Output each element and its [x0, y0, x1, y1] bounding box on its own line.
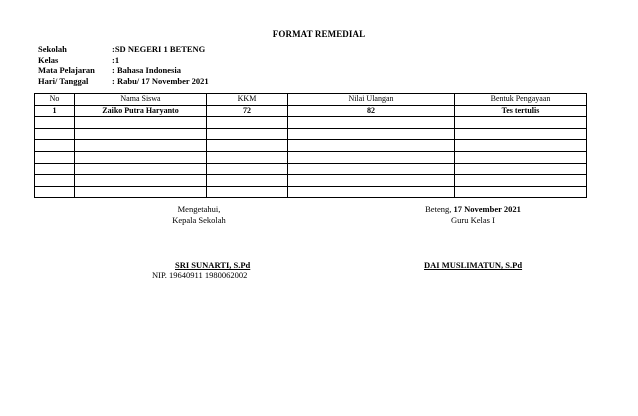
table-cell [35, 175, 75, 187]
info-value: :SD NEGERI 1 BETENG [112, 44, 206, 54]
sig-left-line1: Mengetahui, [177, 204, 221, 214]
header-bentuk-pengayaan: Bentuk Pengayaan [455, 94, 587, 106]
header-nama-siswa: Nama Siswa [75, 94, 207, 106]
document-title: FORMAT REMEDIAL [272, 29, 366, 39]
table-row [35, 140, 587, 152]
remedial-table [34, 93, 587, 198]
info-value: : Rabu/ 17 November 2021 [112, 75, 209, 86]
info-label: Hari/ Tanggal [38, 75, 89, 86]
table-body [35, 105, 587, 198]
table-cell: 1 [35, 105, 75, 117]
info-row-kelas [38, 55, 209, 66]
table-cell [35, 117, 75, 129]
table-row [35, 105, 587, 117]
table-cell: Zaiko Putra Haryanto [75, 105, 207, 117]
table-cell [75, 151, 207, 163]
info-row-hari-tanggal [38, 76, 209, 87]
teacher-name: DAI MUSLIMATUN, S.Pd [424, 260, 523, 270]
sig-right-place: Beteng, [425, 204, 452, 214]
table-row [35, 128, 587, 140]
table-cell [455, 151, 587, 163]
principal-name: SRI SUNARTI, S.Pd [175, 260, 251, 270]
table-cell [75, 117, 207, 129]
table-row [35, 117, 587, 129]
table-cell [75, 175, 207, 187]
table-row [35, 186, 587, 198]
header-kkm: KKM [207, 94, 288, 106]
sig-right-date: 17 November 2021 [453, 204, 521, 214]
table-cell: 82 [288, 105, 455, 117]
table-cell [35, 140, 75, 152]
table-cell [207, 128, 288, 140]
table-cell: Tes tertulis [455, 105, 587, 117]
table-row [35, 151, 587, 163]
table-cell [35, 186, 75, 198]
table-cell [455, 128, 587, 140]
table-cell [288, 128, 455, 140]
table-cell [455, 186, 587, 198]
info-label: Kelas [38, 54, 59, 65]
info-block [38, 44, 209, 86]
table-cell [207, 175, 288, 187]
info-row-sekolah [38, 44, 209, 55]
sig-left-line2: Kepala Sekolah [172, 215, 226, 225]
info-value: : Bahasa Indonesia [112, 65, 181, 75]
table-header-row [35, 94, 587, 106]
table-cell [288, 163, 455, 175]
table-cell [455, 163, 587, 175]
table-cell [288, 151, 455, 163]
table-cell [75, 163, 207, 175]
table-cell [207, 151, 288, 163]
sig-right-line2: Guru Kelas I [451, 215, 495, 225]
table-cell [35, 151, 75, 163]
table-cell [455, 140, 587, 152]
principal-nip: NIP. 19640911 1980062002 [152, 270, 248, 280]
header-no: No [35, 94, 75, 106]
table-cell [207, 186, 288, 198]
table-cell [35, 163, 75, 175]
table-cell [35, 128, 75, 140]
sig-right-line1 [418, 204, 528, 215]
table-cell: 72 [207, 105, 288, 117]
table-cell [207, 140, 288, 152]
signature-left [136, 204, 262, 226]
table-cell [455, 175, 587, 187]
info-value: :1 [112, 54, 120, 65]
table-cell [455, 117, 587, 129]
info-row-mata-pelajaran [38, 65, 209, 76]
table-cell [288, 186, 455, 198]
table-cell [75, 186, 207, 198]
info-label: Sekolah [38, 44, 67, 54]
table-cell [75, 140, 207, 152]
signature-right [418, 204, 528, 226]
table-row [35, 163, 587, 175]
info-label: Mata Pelajaran [38, 65, 95, 75]
table-cell [207, 117, 288, 129]
table-cell [288, 117, 455, 129]
table-cell [288, 175, 455, 187]
table-cell [75, 128, 207, 140]
table-cell [207, 163, 288, 175]
table-cell [288, 140, 455, 152]
table-row [35, 175, 587, 187]
header-nilai-ulangan: Nilai Ulangan [288, 94, 455, 106]
